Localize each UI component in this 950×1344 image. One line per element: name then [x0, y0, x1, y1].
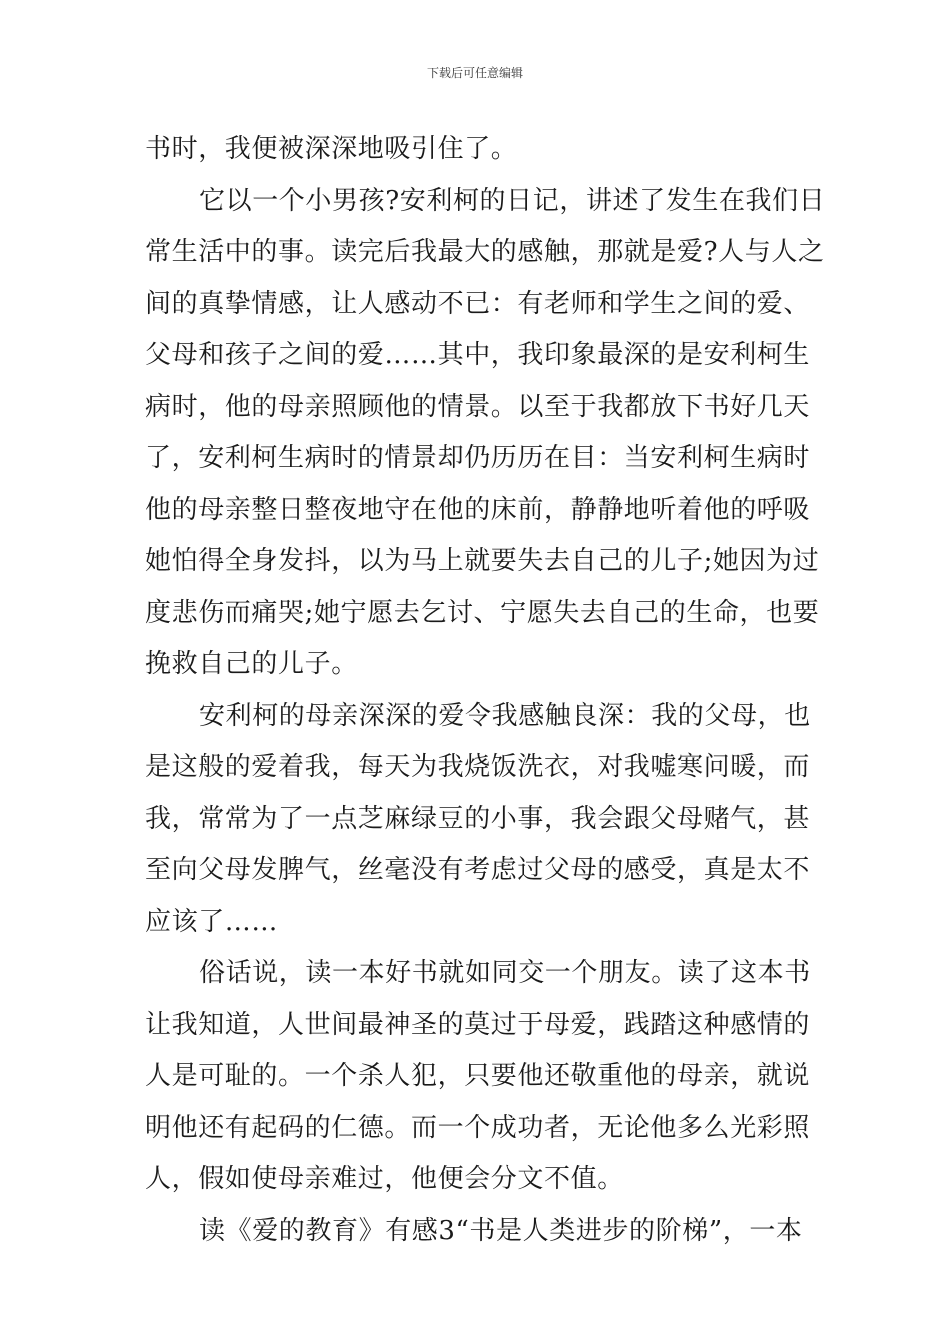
text-line: 至向父母发脾气，丝毫没有考虑过父母的感受，真是太不 [145, 855, 811, 885]
text-line: 病时，他的母亲照顾他的情景。以至于我都放下书好几天 [145, 391, 811, 422]
text-line: 应该了…… [145, 906, 279, 937]
text-line: 我，常常为了一点芝麻绿豆的小事，我会跟父母赌气，甚 [145, 803, 811, 834]
text-line: 让我知道，人世间最神圣的莫过于母爱，践踏这种感情的 [145, 1009, 811, 1040]
text-line: 人是可耻的。一个杀人犯，只要他还敬重他的母亲，就说 [145, 1061, 811, 1091]
text-line: 安利柯的母亲深深的爱令我感触良深：我的父母，也 [199, 700, 811, 731]
text-line: 他的母亲整日整夜地守在他的床前，静静地听着他的呼吸 [145, 494, 811, 525]
text-line: 父母和孩子之间的爱……其中，我印象最深的是安利柯生 [145, 340, 811, 370]
document-body [145, 124, 826, 1257]
text-line: 常生活中的事。读完后我最大的感触，那就是爱?人与人之 [145, 237, 825, 267]
text-line: 间的真挚情感，让人感动不已：有老师和学生之间的爱、 [145, 288, 811, 319]
text-line: 书时，我便被深深地吸引住了。 [145, 134, 518, 164]
text-line: 了，安利柯生病时的情景却仍历历在目：当安利柯生病时 [145, 443, 811, 473]
text-line: 挽救自己的儿子。 [145, 649, 358, 679]
text-line: 读《爱的教育》有感3“书是人类进步的阶梯”，一本 [199, 1215, 803, 1246]
text-line: 俗话说，读一本好书就如同交一个朋友。读了这本书 [199, 958, 811, 988]
text-line: 它以一个小男孩?安利柯的日记，讲述了发生在我们日 [199, 185, 826, 216]
text-line: 是这般的爱着我，每天为我烧饭洗衣，对我嘘寒问暖，而 [145, 752, 811, 782]
text-line: 度悲伤而痛哭;她宁愿去乞讨、宁愿失去自己的生命，也要 [145, 597, 820, 628]
text-line: 人，假如使母亲难过，他便会分文不值。 [145, 1164, 624, 1194]
text-line: 她怕得全身发抖，以为马上就要失去自己的儿子;她因为过 [145, 546, 820, 576]
page-header: 下载后可任意编辑 [426, 66, 523, 80]
text-line: 明他还有起码的仁德。而一个成功者，无论他多么光彩照 [145, 1112, 811, 1143]
